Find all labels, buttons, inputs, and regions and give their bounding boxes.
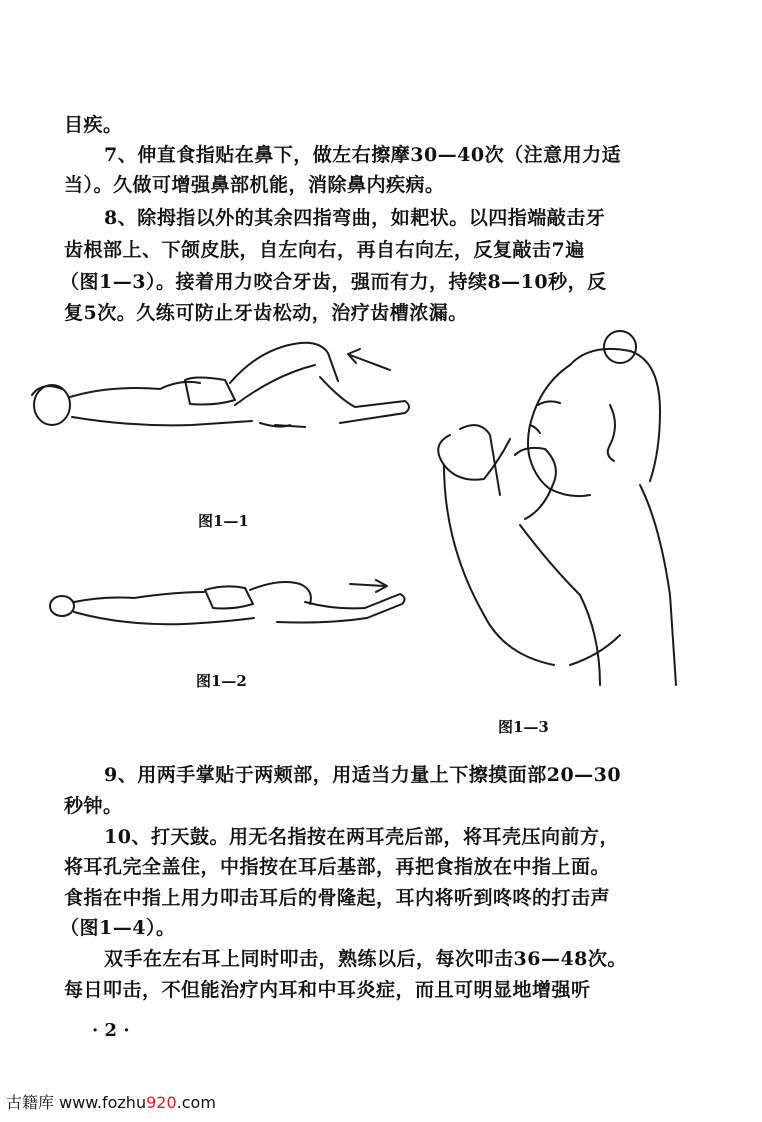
text-line-14: 双手在左右耳上同时叩击，熟练以后，每次叩击36—48次。 — [104, 948, 627, 970]
text-line-2: 7、伸直食指贴在鼻下，做左右擦摩30—40次（注意用力适 — [104, 144, 622, 166]
page-number: · 2 · — [92, 1020, 130, 1041]
text-line-8: 9、用两手掌贴于两颊部，用适当力量上下擦摸面部20—30 — [104, 764, 622, 786]
figure-1-1-illustration — [20, 335, 420, 445]
text-line-13: （图1—4）。 — [60, 917, 176, 939]
text-line-15: 每日叩击，不但能治疗内耳和中耳炎症，而且可明显地增强听 — [64, 979, 591, 1001]
figure-1-2-illustration — [40, 572, 420, 642]
text-line-12: 食指在中指上用力叩击耳后的骨隆起，耳内将听到咚咚的打击声 — [64, 887, 611, 909]
site-domain-link[interactable]: www.fozhu920.com — [59, 1093, 216, 1112]
text-line-7: 复5次。久练可防止牙齿松动，治疗齿槽浓漏。 — [64, 302, 468, 324]
figure-1-1-caption: 图1—1 — [198, 512, 249, 530]
text-line-3: 当）。久做可增强鼻部机能，消除鼻内疾病。 — [64, 174, 445, 196]
text-line-1: 目疾。 — [64, 114, 123, 136]
text-line-10: 10、打天鼓。用无名指按在两耳壳后部，将耳壳压向前方， — [104, 826, 619, 848]
text-line-6: （图1—3）。接着用力咬合牙齿，强而有力，持续8—10秒，反 — [60, 271, 607, 293]
site-footer — [6, 1090, 216, 1113]
figure-1-3-illustration — [420, 325, 680, 695]
text-line-11: 将耳孔完全盖住，中指按在耳后基部，再把食指放在中指上面。 — [64, 856, 611, 878]
text-line-9: 秒钟。 — [64, 795, 123, 817]
text-line-4: 8、除拇指以外的其余四指弯曲，如耙状。以四指端敲击牙 — [104, 207, 606, 229]
text-line-5: 齿根部上、下颌皮肤，自左向右，再自右向左，反复敲击7遍 — [64, 239, 585, 261]
figure-1-2-caption: 图1—2 — [196, 672, 247, 690]
figure-1-3-caption: 图1—3 — [498, 718, 549, 736]
site-name: 古籍库 — [6, 1093, 55, 1112]
